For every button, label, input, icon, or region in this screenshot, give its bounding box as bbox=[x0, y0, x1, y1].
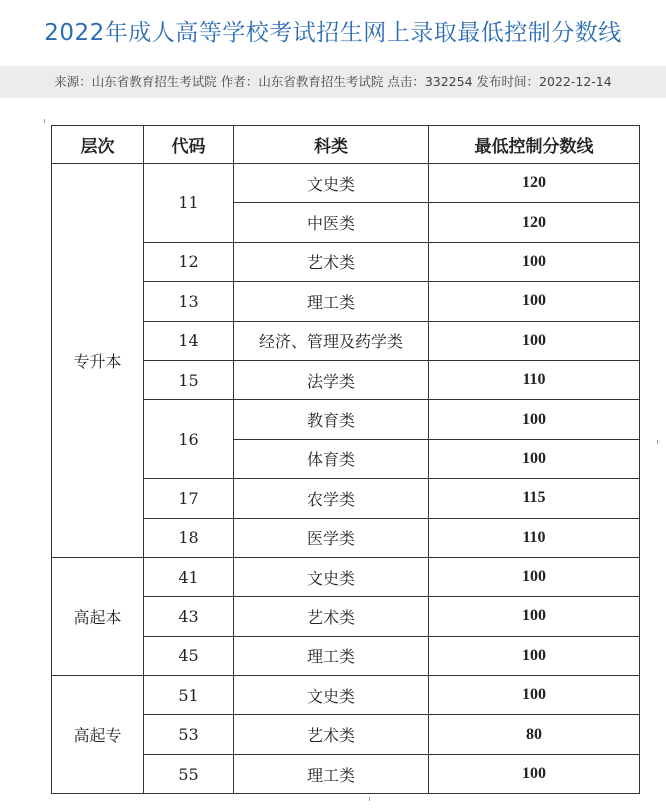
code-cell: 55 bbox=[144, 754, 234, 793]
corner-mark-bottom bbox=[369, 797, 370, 801]
level-cell: 高起专 bbox=[52, 676, 144, 794]
subject-cell: 法学类 bbox=[234, 360, 429, 399]
code-cell: 45 bbox=[144, 636, 234, 675]
subject-cell: 理工类 bbox=[234, 754, 429, 793]
table-body bbox=[52, 164, 640, 794]
header-score: 最低控制分数线 bbox=[429, 126, 640, 164]
table-row bbox=[52, 676, 640, 715]
score-cell: 100 bbox=[429, 636, 640, 675]
subject-cell: 经济、管理及药学类 bbox=[234, 321, 429, 360]
header-level: 层次 bbox=[52, 126, 144, 164]
code-cell: 15 bbox=[144, 360, 234, 399]
code-cell: 12 bbox=[144, 242, 234, 281]
table-row bbox=[52, 557, 640, 596]
corner-mark-right bbox=[657, 440, 658, 444]
header-code: 代码 bbox=[144, 126, 234, 164]
subject-cell: 艺术类 bbox=[234, 242, 429, 281]
article-title: 2022年成人高等学校考试招生网上录取最低控制分数线 bbox=[44, 20, 622, 46]
subject-cell: 艺术类 bbox=[234, 715, 429, 754]
level-cell: 高起本 bbox=[52, 557, 144, 675]
code-cell: 53 bbox=[144, 715, 234, 754]
code-cell: 51 bbox=[144, 676, 234, 715]
source-value: 山东省教育招生考试院 bbox=[91, 74, 217, 89]
level-cell: 专升本 bbox=[52, 164, 144, 558]
score-cell: 110 bbox=[429, 360, 640, 399]
table-header-row bbox=[52, 126, 640, 164]
score-cell: 100 bbox=[429, 282, 640, 321]
score-table bbox=[51, 125, 640, 794]
subject-cell: 文史类 bbox=[234, 164, 429, 203]
subject-cell: 体育类 bbox=[234, 439, 429, 478]
table-row bbox=[52, 164, 640, 203]
date-value: 2022-12-14 bbox=[539, 74, 612, 89]
score-cell: 120 bbox=[429, 203, 640, 242]
subject-cell: 医学类 bbox=[234, 518, 429, 557]
subject-cell: 文史类 bbox=[234, 676, 429, 715]
score-cell: 115 bbox=[429, 479, 640, 518]
code-cell: 13 bbox=[144, 282, 234, 321]
subject-cell: 理工类 bbox=[234, 636, 429, 675]
score-cell: 100 bbox=[429, 242, 640, 281]
code-cell: 16 bbox=[144, 400, 234, 479]
subject-cell: 理工类 bbox=[234, 282, 429, 321]
subject-cell: 艺术类 bbox=[234, 597, 429, 636]
score-cell: 120 bbox=[429, 164, 640, 203]
clicks-label: 点击： bbox=[387, 74, 425, 89]
subject-cell: 农学类 bbox=[234, 479, 429, 518]
subject-cell: 文史类 bbox=[234, 557, 429, 596]
clicks-value: 332254 bbox=[424, 74, 473, 89]
code-cell: 14 bbox=[144, 321, 234, 360]
author-value: 山东省教育招生考试院 bbox=[258, 74, 384, 89]
author-label: 作者： bbox=[220, 74, 259, 89]
score-cell: 100 bbox=[429, 597, 640, 636]
score-cell: 100 bbox=[429, 321, 640, 360]
score-cell: 100 bbox=[429, 754, 640, 793]
date-label: 发布时间： bbox=[476, 74, 540, 89]
score-cell: 100 bbox=[429, 676, 640, 715]
score-cell: 110 bbox=[429, 518, 640, 557]
code-cell: 18 bbox=[144, 518, 234, 557]
code-cell: 41 bbox=[144, 557, 234, 596]
article-meta bbox=[0, 66, 666, 98]
subject-cell: 教育类 bbox=[234, 400, 429, 439]
code-cell: 17 bbox=[144, 479, 234, 518]
subject-cell: 中医类 bbox=[234, 203, 429, 242]
score-cell: 100 bbox=[429, 557, 640, 596]
score-cell: 80 bbox=[429, 715, 640, 754]
score-cell: 100 bbox=[429, 400, 640, 439]
score-cell: 100 bbox=[429, 439, 640, 478]
header-subject: 科类 bbox=[234, 126, 429, 164]
code-cell: 11 bbox=[144, 164, 234, 243]
source-label: 来源： bbox=[54, 74, 92, 89]
code-cell: 43 bbox=[144, 597, 234, 636]
corner-mark-top bbox=[44, 119, 45, 123]
